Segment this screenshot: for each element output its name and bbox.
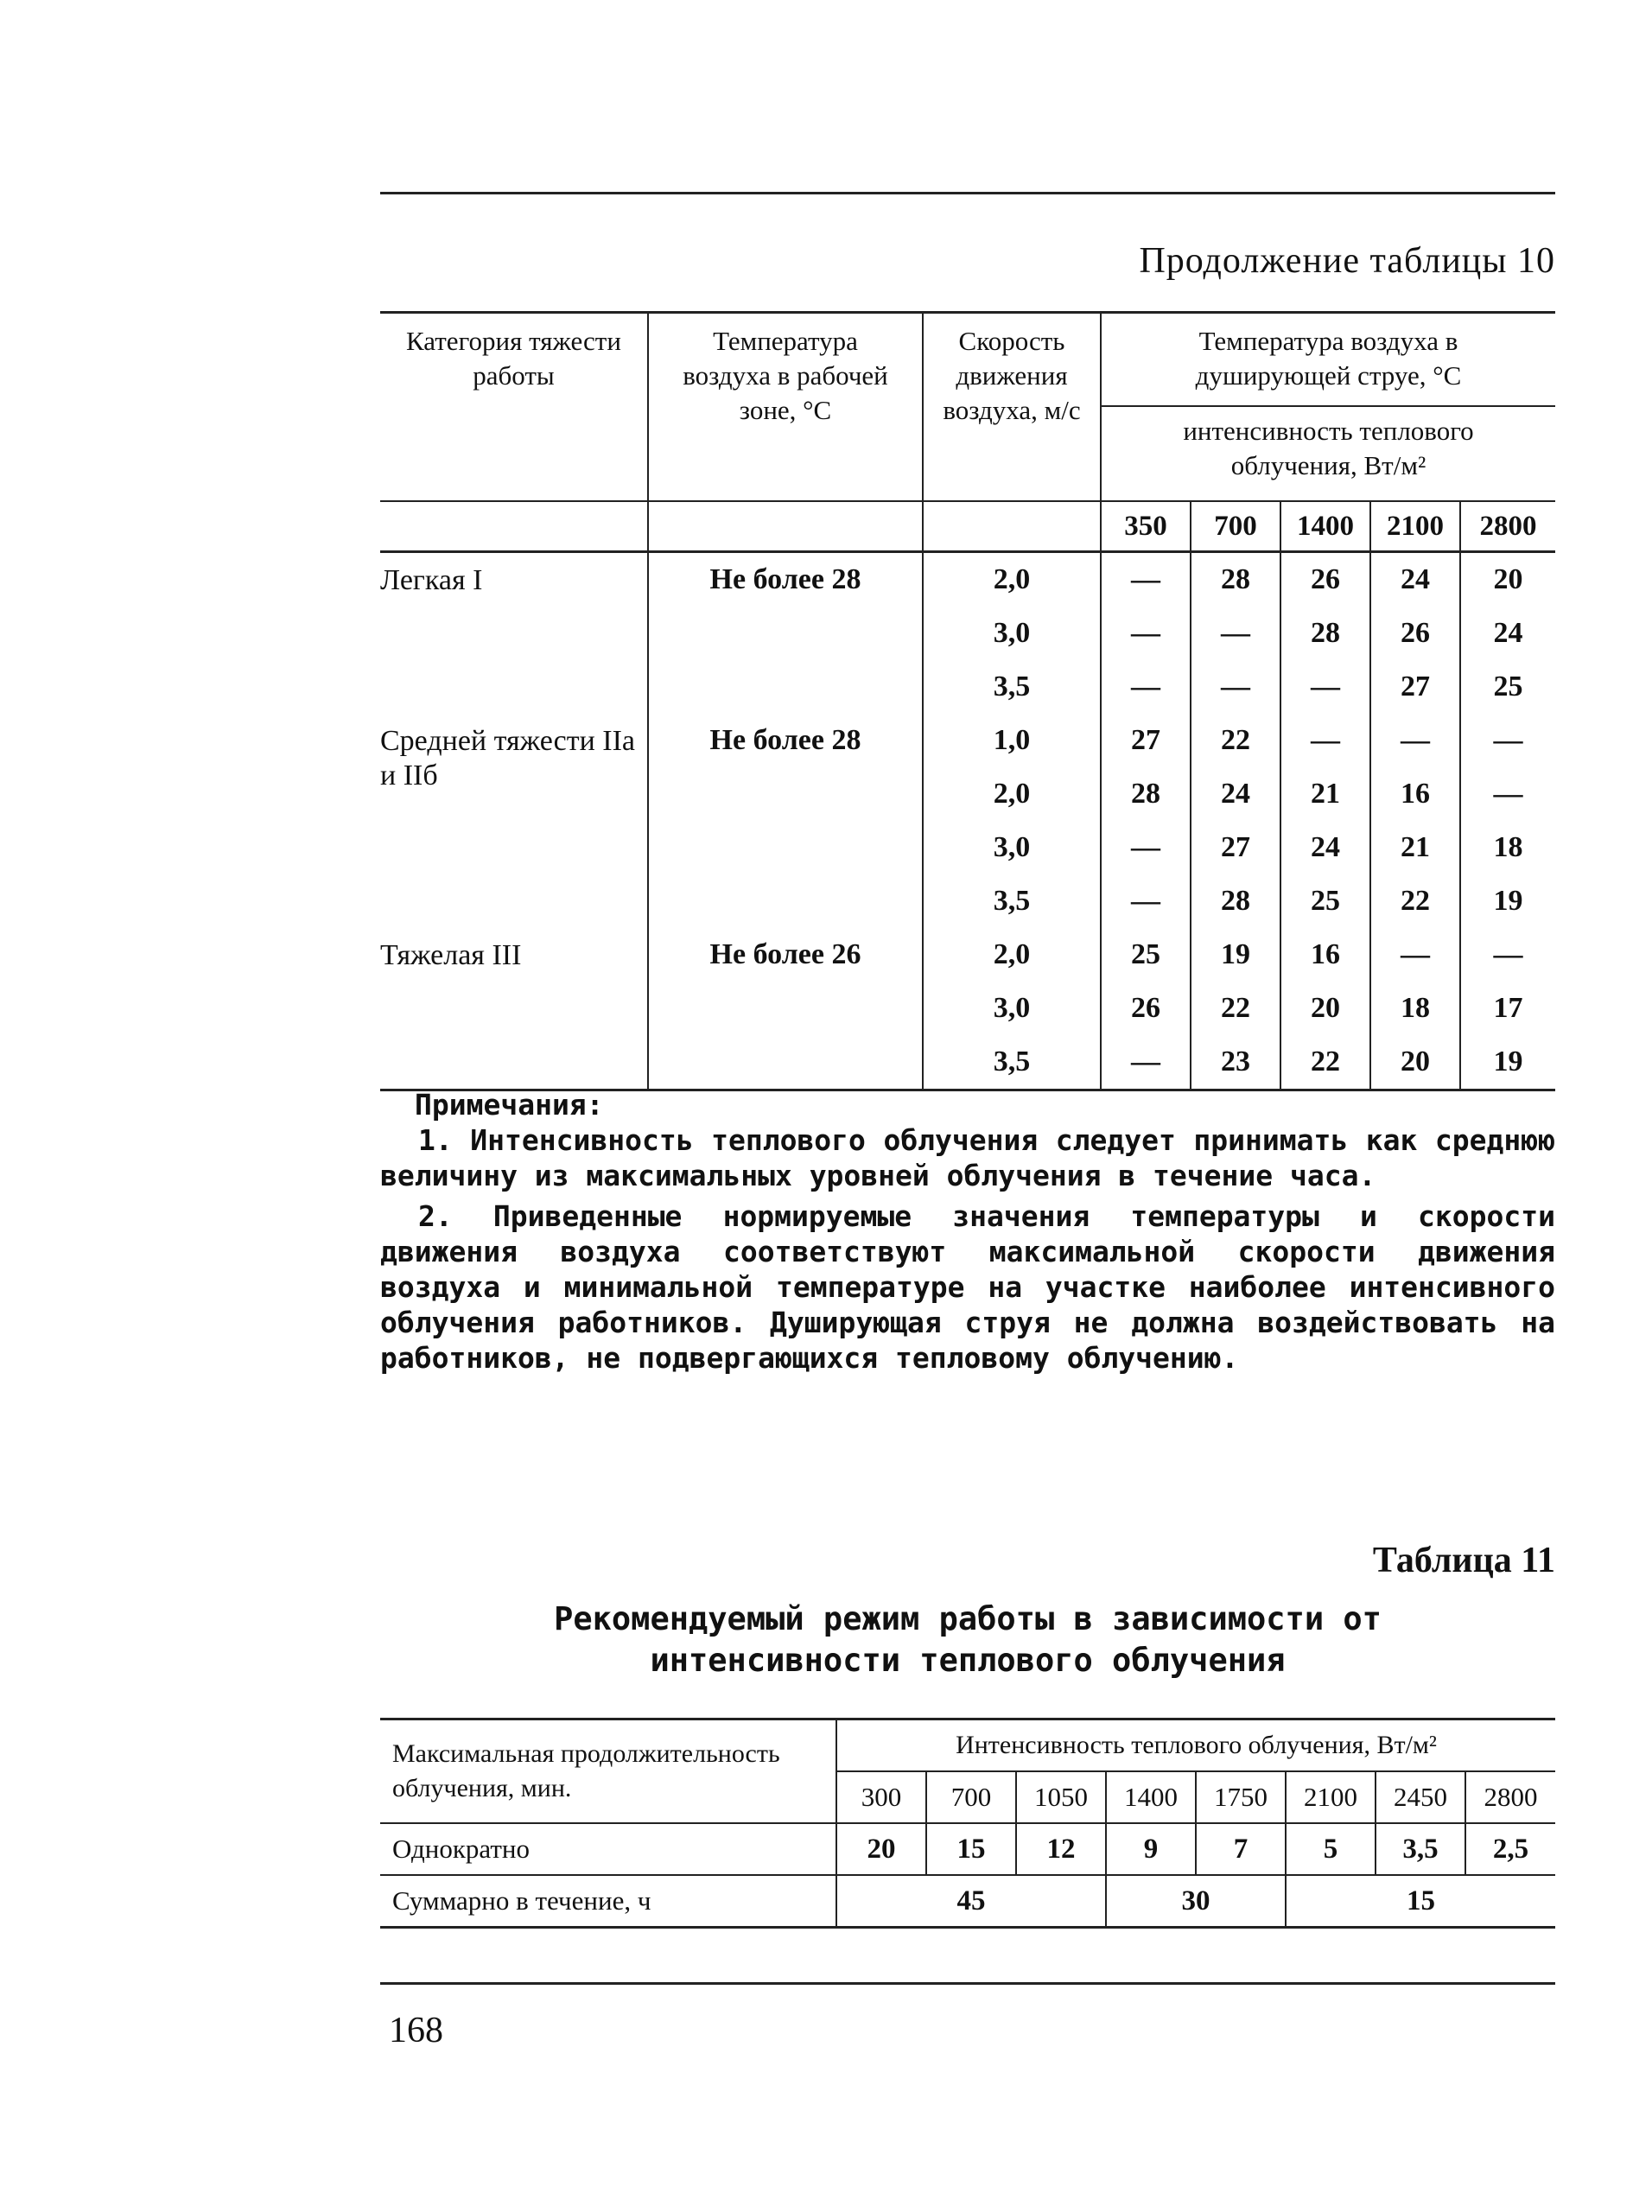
shower-temp-cell: 25 bbox=[1460, 660, 1555, 714]
intensity-2100: 2100 bbox=[1370, 501, 1460, 552]
t11-once-cell: 3,5 bbox=[1376, 1823, 1465, 1875]
header-work-temp: Температура воздуха в рабочей зоне, °С bbox=[648, 313, 923, 502]
table-11-title-line: интенсивности теплового облучения bbox=[650, 1642, 1286, 1679]
shower-temp-cell: — bbox=[1280, 660, 1370, 714]
t11-once-label: Однократно bbox=[380, 1823, 836, 1875]
table-11-label: Таблица 11 bbox=[1372, 1541, 1555, 1580]
speed-cell: 1,0 bbox=[923, 714, 1101, 767]
table-11-title bbox=[380, 1599, 1555, 1681]
bottom-rule bbox=[380, 1982, 1555, 1985]
category-cell: Легкая I bbox=[380, 552, 648, 715]
shower-temp-cell: 23 bbox=[1191, 1035, 1280, 1090]
top-rule bbox=[380, 192, 1555, 194]
shower-temp-cell: — bbox=[1370, 928, 1460, 982]
note-item: 1. Интенсивность теплового облучения следует принимать как среднюю величину из максимальных уровней облучения в течение часа. bbox=[380, 1123, 1555, 1192]
intensity-1400: 1400 bbox=[1280, 501, 1370, 552]
t11-once-cell: 5 bbox=[1286, 1823, 1376, 1875]
shower-temp-cell: 26 bbox=[1280, 552, 1370, 607]
t11-intensity-cell: 2800 bbox=[1465, 1771, 1555, 1823]
shower-temp-cell: — bbox=[1131, 831, 1160, 863]
shower-temp-cell: — bbox=[1460, 928, 1555, 982]
shower-temp-cell: 25 bbox=[1280, 874, 1370, 928]
shower-temp-cell: 24 bbox=[1191, 767, 1280, 821]
t11-intensity-cell: 300 bbox=[836, 1771, 926, 1823]
shower-temp-cell: 28 bbox=[1191, 874, 1280, 928]
t11-intensity-cell: 2450 bbox=[1376, 1771, 1465, 1823]
shower-temp-cell: — bbox=[1460, 767, 1555, 821]
t11-intensity-cell: 1050 bbox=[1016, 1771, 1106, 1823]
table-row bbox=[380, 928, 1555, 982]
shower-temp-cell: 24 bbox=[1460, 607, 1555, 660]
shower-temp-cell: 18 bbox=[1370, 982, 1460, 1035]
intensity-350: 350 bbox=[1101, 501, 1191, 552]
t11-header-duration: Максимальная продолжительность облучения, мин. bbox=[392, 1739, 780, 1802]
speed-cell: 3,5 bbox=[923, 1035, 1101, 1090]
shower-temp-cell: — bbox=[1131, 563, 1160, 595]
shower-temp-cell: — bbox=[1131, 671, 1160, 702]
speed-cell: 2,0 bbox=[923, 767, 1101, 821]
header-category: Категория тяжести работы bbox=[380, 313, 648, 502]
t11-once-cell: 9 bbox=[1106, 1823, 1196, 1875]
shower-temp-cell: 20 bbox=[1460, 552, 1555, 607]
t11-intensity-cell: 1750 bbox=[1196, 1771, 1286, 1823]
header-speed: Скорость движения воздуха, м/с bbox=[923, 313, 1101, 502]
t11-total-value: 45 bbox=[836, 1875, 1106, 1928]
shower-temp-cell: 22 bbox=[1191, 982, 1280, 1035]
shower-temp-cell: — bbox=[1370, 714, 1460, 767]
shower-temp-cell: 19 bbox=[1460, 1035, 1555, 1090]
shower-temp-cell: 27 bbox=[1370, 660, 1460, 714]
t11-header-intensity: Интенсивность теплового облучения, Вт/м² bbox=[836, 1719, 1555, 1772]
speed-cell: 3,0 bbox=[923, 821, 1101, 874]
table-10-body bbox=[380, 552, 1555, 1090]
t11-once-cell: 20 bbox=[836, 1823, 926, 1875]
header-shower-temp: Температура воздуха в душирующей струе, °С bbox=[1195, 326, 1462, 391]
header-intensity: интенсивность теплового облучения, Вт/м² bbox=[1101, 406, 1555, 501]
shower-temp-cell: 21 bbox=[1370, 821, 1460, 874]
shower-temp-cell: — bbox=[1131, 617, 1160, 649]
speed-cell: 3,5 bbox=[923, 660, 1101, 714]
category-cell: Тяжелая III bbox=[380, 928, 648, 1090]
intensity-2800: 2800 bbox=[1460, 501, 1555, 552]
shower-temp-cell: 27 bbox=[1191, 821, 1280, 874]
t11-once-cell: 7 bbox=[1196, 1823, 1286, 1875]
shower-temp-cell: — bbox=[1280, 714, 1370, 767]
t11-once-cell: 15 bbox=[926, 1823, 1016, 1875]
shower-temp-cell: 24 bbox=[1370, 552, 1460, 607]
blank-cell bbox=[648, 501, 923, 552]
shower-temp-cell: 20 bbox=[1280, 982, 1370, 1035]
table-continuation-label: Продолжение таблицы 10 bbox=[1139, 241, 1555, 281]
shower-temp-cell: 25 bbox=[1131, 938, 1160, 970]
shower-temp-cell: 16 bbox=[1370, 767, 1460, 821]
notes bbox=[380, 1087, 1555, 1381]
shower-temp-cell: 18 bbox=[1460, 821, 1555, 874]
shower-temp-cell: 28 bbox=[1280, 607, 1370, 660]
shower-temp-cell: 19 bbox=[1460, 874, 1555, 928]
speed-cell: 3,0 bbox=[923, 982, 1101, 1035]
shower-temp-cell: 22 bbox=[1191, 714, 1280, 767]
shower-temp-cell: 17 bbox=[1460, 982, 1555, 1035]
shower-temp-cell: 22 bbox=[1370, 874, 1460, 928]
shower-temp-cell: 21 bbox=[1280, 767, 1370, 821]
table-11 bbox=[380, 1718, 1555, 1929]
shower-temp-cell: 24 bbox=[1280, 821, 1370, 874]
shower-temp-cell: 28 bbox=[1131, 778, 1160, 810]
work-temp-cell: Не более 26 bbox=[648, 928, 923, 1090]
notes-title: Примечания: bbox=[415, 1088, 604, 1122]
shower-temp-cell: 27 bbox=[1131, 724, 1160, 756]
document-page bbox=[380, 0, 1555, 2212]
t11-once-row bbox=[380, 1823, 1555, 1875]
table-row bbox=[380, 552, 1555, 607]
t11-total-row bbox=[380, 1875, 1555, 1928]
shower-temp-cell: — bbox=[1191, 607, 1280, 660]
page-number: 168 bbox=[389, 2011, 443, 2050]
table-10 bbox=[380, 311, 1555, 1091]
shower-temp-cell: — bbox=[1460, 714, 1555, 767]
shower-temp-cell: 20 bbox=[1370, 1035, 1460, 1090]
speed-cell: 3,0 bbox=[923, 607, 1101, 660]
shower-temp-cell: 28 bbox=[1191, 552, 1280, 607]
shower-temp-cell: 16 bbox=[1280, 928, 1370, 982]
shower-temp-cell: — bbox=[1191, 660, 1280, 714]
work-temp-cell: Не более 28 bbox=[648, 714, 923, 928]
shower-temp-cell: — bbox=[1131, 1046, 1160, 1077]
shower-temp-cell: 26 bbox=[1131, 992, 1160, 1024]
blank-cell bbox=[923, 501, 1101, 552]
intensity-700: 700 bbox=[1191, 501, 1280, 552]
shower-temp-cell: — bbox=[1131, 885, 1160, 917]
t11-once-cell: 2,5 bbox=[1465, 1823, 1555, 1875]
note-item: 2. Приведенные нормируемые значения температуры и скорости движения воздуха соответствуют максимальной скорости движения воздуха и минимальной температуре на участке наиболее интенсивного облучения работников. Душирующая струя не должна воздействовать на работников, не подвергающихся тепловому облучению. bbox=[380, 1199, 1555, 1375]
t11-total-value: 30 bbox=[1106, 1875, 1286, 1928]
category-cell: Средней тяжести IIа и IIб bbox=[380, 714, 648, 928]
t11-total-value: 15 bbox=[1286, 1875, 1555, 1928]
shower-temp-cell: 26 bbox=[1370, 607, 1460, 660]
shower-temp-cell: 19 bbox=[1191, 928, 1280, 982]
shower-temp-cell: 22 bbox=[1280, 1035, 1370, 1090]
table-11-title-line: Рекомендуемый режим работы в зависимости от bbox=[554, 1600, 1382, 1637]
speed-cell: 2,0 bbox=[923, 552, 1101, 607]
speed-cell: 3,5 bbox=[923, 874, 1101, 928]
t11-intensity-cell: 2100 bbox=[1286, 1771, 1376, 1823]
t11-intensity-cell: 700 bbox=[926, 1771, 1016, 1823]
blank-cell bbox=[380, 501, 648, 552]
t11-total-label: Суммарно в течение, ч bbox=[380, 1875, 836, 1928]
speed-cell: 2,0 bbox=[923, 928, 1101, 982]
work-temp-cell: Не более 28 bbox=[648, 552, 923, 715]
t11-intensity-cell: 1400 bbox=[1106, 1771, 1196, 1823]
t11-once-cell: 12 bbox=[1016, 1823, 1106, 1875]
table-row bbox=[380, 714, 1555, 767]
